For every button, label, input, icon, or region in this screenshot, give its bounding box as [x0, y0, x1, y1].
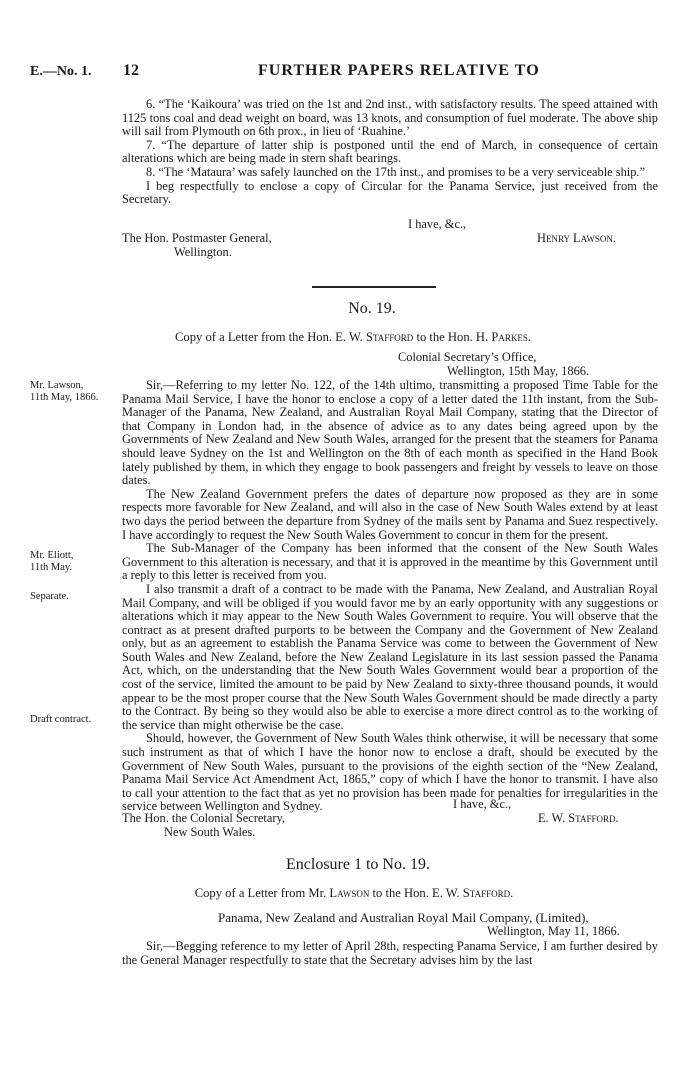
paragraph-6: 6. “The ‘Kaikoura’ was tried on the 1st and 2nd inst., with satisfactory results. The speed attained with 1125 tons coal and dead weight on board, was 13 knots, and consumption of fuel moderate. The above ship will sail from Plymouth on 6th prox., in lieu of ‘Ruahine.’ [122, 97, 658, 139]
signature: Henry Lawson. [537, 231, 616, 245]
addressee: The Hon. the Colonial Secretary, [122, 811, 285, 825]
closing-i-have: I have, &c., [408, 217, 467, 231]
enclosure-heading: Enclosure 1 to No. 19. [286, 856, 430, 873]
document-heading: No. 19. [348, 300, 396, 317]
paragraph-7: 7. “The departure of latter ship is postponed until the end of March, in consequence of certain alterations which are being made in stern shaft bearings. [122, 137, 658, 166]
running-title: FURTHER PAPERS RELATIVE TO [258, 62, 540, 79]
margin-note-separate: Separate. [30, 591, 69, 602]
margin-note-line: 11th May, 1866. [30, 392, 99, 403]
subheading-text: . [510, 886, 514, 900]
margin-note-line: Mr. Lawson, [30, 380, 84, 391]
office-address: Colonial Secretary’s Office, [398, 350, 537, 364]
enclosure-date: Wellington, May 11, 1866. [487, 924, 620, 938]
sender-name: Lawson [329, 886, 370, 900]
sender-name: E. W. Stafford [335, 330, 414, 344]
addressee-city: Wellington. [174, 245, 232, 259]
recipient-name: E. W. Stafford [432, 886, 511, 900]
margin-note-lawson [30, 380, 122, 404]
margin-note-draft-contract: Draft contract. [30, 714, 92, 725]
company-name: Panama, New Zealand and Australian Royal Mail Company, (Limited), [218, 910, 589, 925]
page-number: 12 [123, 62, 139, 79]
paragraph: The Sub-Manager of the Company has been informed that the consent of the New South Wales Government to this alteration is necessary, and that it is approved in the meantime by this Government until a reply to this letter is received from you. [122, 541, 658, 583]
paragraph: Sir,—Begging reference to my letter of April 28th, respecting Panama Service, I am further desired by the General Manager respectfully to state that the Secretary advises him by the last [122, 939, 658, 967]
margin-note-line: Mr. Eliott, [30, 550, 74, 561]
enclosure-body [122, 940, 658, 967]
previous-letter-body [122, 98, 658, 207]
enclosure-subheading [4, 886, 700, 901]
subheading-text: to the Hon. [413, 330, 476, 344]
document-reference: E.—No. 1. [30, 64, 92, 79]
section-divider [312, 286, 436, 288]
addressee: The Hon. Postmaster General, [122, 231, 272, 245]
paragraph-enclose-circular: I beg respectfully to enclose a copy of Circular for the Panama Service, just received from the Secretary. [122, 178, 658, 207]
document-subheading [3, 330, 700, 345]
signature: E. W. Stafford. [538, 811, 619, 825]
recipient-name: H. Parkes [475, 330, 528, 344]
subheading-text: Copy of a Letter from Mr. [194, 886, 330, 900]
margin-note-eliott [30, 550, 122, 574]
subheading-text: to the Hon. [369, 886, 432, 900]
paragraph-8: 8. “The ‘Mataura’ was safely launched on the 17th inst., and promises to be a very serviceable ship.” [146, 164, 646, 179]
addressee-state: New South Wales. [164, 825, 256, 839]
letter-body [122, 379, 658, 814]
subheading-text: Copy of a Letter from the Hon. [175, 330, 336, 344]
margin-note-line: 11th May. [30, 562, 73, 573]
closing-i-have: I have, &c., [453, 797, 512, 811]
paragraph: Sir,—Referring to my letter No. 122, of the 14th ultimo, transmitting a proposed Time Table for the Panama Mail Service, I have the honor to enclose a copy of a letter dated the 11th instant, from the Sub-Manager of the Panama, New Zealand, and Australian Royal Mail Company, stating that the Director of that Company in London had, in the absence of advice as to any dates being agreed upon by the Governments of New Zealand and New South Wales, arranged for the present that the steamers for Panama should leave Sydney on the 1st and Wellington on the 8th of each month as specified in the Hand Book lately published by them, in which they engage to book passengers and freight by vessels to leave on those dates. [122, 378, 658, 488]
paragraph: I also transmit a draft of a contract to be made with the Panama, New Zealand, and Australian Royal Mail Company, and will be obliged if you would favor me by an early opportunity with any suggestions or alterations which it may appear to the New South Wales Government to require. You will observe that the contract as at present drafted purports to be between the Company and the Government of New Zealand only, but as an agreement to establish the Panama Service was come to between the Government of New South Wales and New Zealand, before the New Zealand Legislature in its last session passed the Panama Act, which, on the understanding that the New South Wales Government would bear a proportion of the cost of the service, limited the amount to be paid by New Zealand to sixty-three thousand pounds, it would appear to be the most proper course that the New South Wales Government should be made directly a party to the Contract. By being so they would also be able to exercise a more direct control as to the working of the service than might otherwise be the case. [122, 581, 658, 732]
letter-date: Wellington, 15th May, 1866. [447, 364, 590, 378]
paragraph: The New Zealand Government prefers the dates of departure now proposed as they are in some respects more favorable for New Zealand, and will also in the case of New South Wales extend by at least two days the period between the departure from Sydney of the mails sent by Panama and Suez respectively. I have accordingly to request the New South Wales Government to concur in them for the present. [122, 486, 658, 542]
subheading-text: . [527, 330, 531, 344]
paragraph: Should, however, the Government of New South Wales think otherwise, it will be necessary that some such instrument as that of which I have the honor now to enclose a draft, should be executed by the Government of New South Wales, pursuant to the provisions of the eighth section of the “New Zealand, Panama Mail Service Act Amendment Act, 1865,” copy of which I have the honor to transmit. I have also to call your attention to the fact that as yet no provision has been made for penalties for irregularities in the service between Wellington and Sydney. [122, 731, 658, 814]
